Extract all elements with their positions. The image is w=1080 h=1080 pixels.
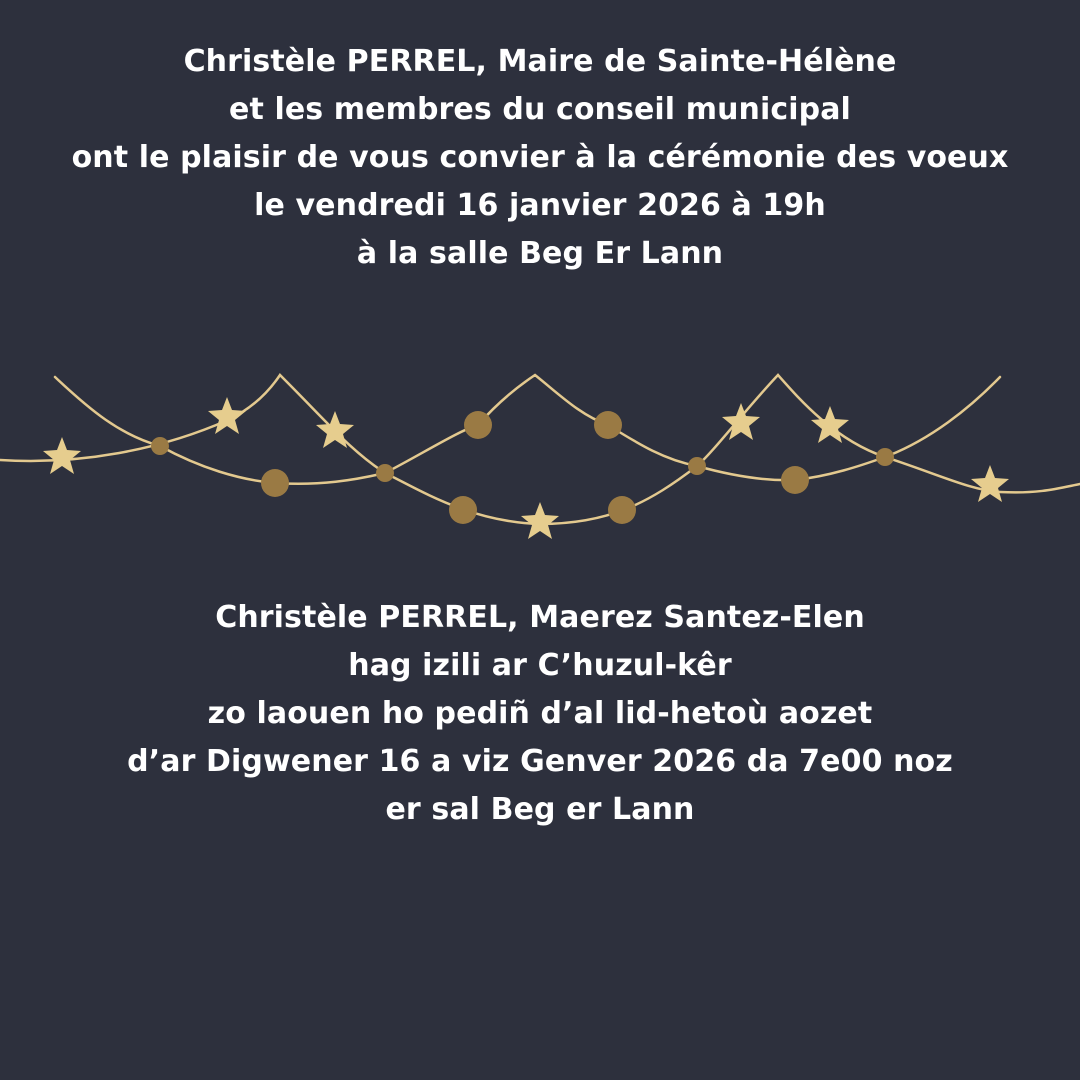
breton-line-host: Christèle PERREL, Maerez Santez-Elen bbox=[215, 600, 865, 635]
french-line-host: Christèle PERREL, Maire de Sainte-Hélène bbox=[183, 44, 897, 79]
star-icon bbox=[521, 502, 559, 539]
bead bbox=[151, 437, 169, 455]
bead bbox=[876, 448, 894, 466]
breton-line-council: hag izili ar C’huzul-kêr bbox=[348, 648, 732, 683]
breton-line-invitation: zo laouen ho pediñ d’al lid-hetoù aozet bbox=[207, 696, 873, 731]
star-icon bbox=[971, 465, 1009, 502]
bead bbox=[608, 496, 636, 524]
star-icon bbox=[43, 437, 81, 474]
star-icon bbox=[722, 403, 760, 440]
breton-line-date: d’ar Digwener 16 a viz Genver 2026 da 7e00 noz bbox=[127, 744, 953, 779]
bead bbox=[376, 464, 394, 482]
french-line-invitation: ont le plaisir de vous convier à la cérémonie des voeux bbox=[71, 140, 1009, 175]
french-invitation-text bbox=[0, 38, 1080, 278]
garland-string-upper bbox=[55, 375, 1000, 484]
bead bbox=[781, 466, 809, 494]
bead bbox=[464, 411, 492, 439]
bead bbox=[594, 411, 622, 439]
star-icon bbox=[208, 397, 246, 434]
french-line-venue: à la salle Beg Er Lann bbox=[356, 236, 724, 271]
star-garland-illustration bbox=[0, 340, 1080, 560]
bead bbox=[688, 457, 706, 475]
bead bbox=[449, 496, 477, 524]
french-line-date: le vendredi 16 janvier 2026 à 19h bbox=[254, 188, 826, 223]
bead bbox=[261, 469, 289, 497]
breton-invitation-text bbox=[0, 594, 1080, 834]
french-line-council: et les membres du conseil municipal bbox=[229, 92, 851, 127]
breton-line-venue: er sal Beg er Lann bbox=[385, 792, 695, 827]
